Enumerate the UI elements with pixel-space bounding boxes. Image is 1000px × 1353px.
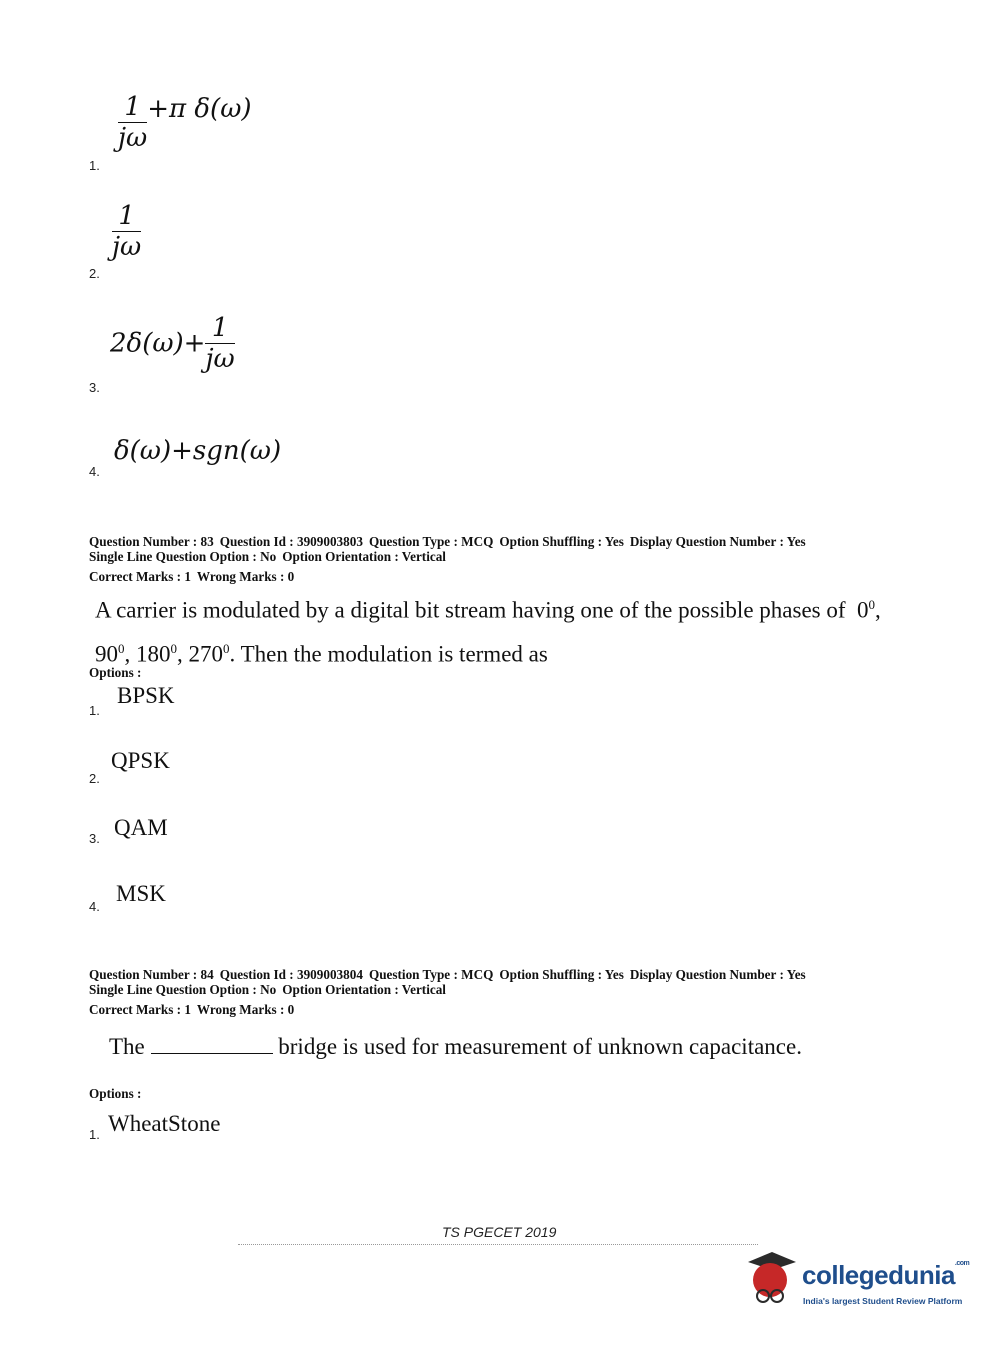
exam-footer: TS PGECET 2019	[442, 1224, 557, 1240]
question-text: A carrier is modulated by a digital bit stream having one of the possible phases of $0^0$, $90^0$, $180^0$, $270^0$. Then the modulation is termed as	[95, 597, 881, 667]
option-number: 4.	[89, 464, 100, 479]
meta-line-1: Question Number : 83 Question Id : 3909003803 Question Type : MCQ Option Shuffling : Yes Display Question Number : Yes	[89, 534, 806, 549]
mascot-icon	[742, 1248, 798, 1306]
question-text: The bridge is used for measurement of unknown capacitance.	[109, 1028, 979, 1066]
marks-line: Correct Marks : 1 Wrong Marks : 0	[89, 569, 295, 584]
option-number: 3.	[89, 380, 100, 395]
answer-blank	[151, 1031, 273, 1054]
question-meta	[89, 967, 969, 1017]
meta-line-2: Single Line Question Option : No Option Orientation : Vertical	[89, 549, 446, 564]
footer-divider	[238, 1244, 758, 1245]
meta-line-2: Single Line Question Option : No Option Orientation : Vertical	[89, 982, 446, 997]
logo-name: collegedunia	[802, 1260, 955, 1290]
fraction-1-over-jw: $\frac{1}{j\omega}$	[112, 201, 142, 262]
question-meta	[89, 534, 969, 584]
options-label: Options :	[89, 665, 142, 680]
fraction-1-over-jw: $\frac{1}{j\omega}$	[118, 92, 148, 153]
option-number: 1.	[89, 158, 100, 173]
fraction-1-over-jw: $\frac{1}{j\omega}$	[205, 313, 235, 374]
options-label: Options :	[89, 1086, 142, 1101]
collegedunia-logo[interactable]: collegedunia$^{.com}$ India's largest Student Review Platform	[740, 1246, 970, 1316]
option-number: 2.	[89, 266, 100, 281]
logo-tagline: India's largest Student Review Platform	[803, 1296, 963, 1306]
marks-line: Correct Marks : 1 Wrong Marks : 0	[89, 1002, 295, 1017]
meta-line-1: Question Number : 84 Question Id : 3909003804 Question Type : MCQ Option Shuffling : Yes Display Question Number : Yes	[89, 967, 806, 982]
